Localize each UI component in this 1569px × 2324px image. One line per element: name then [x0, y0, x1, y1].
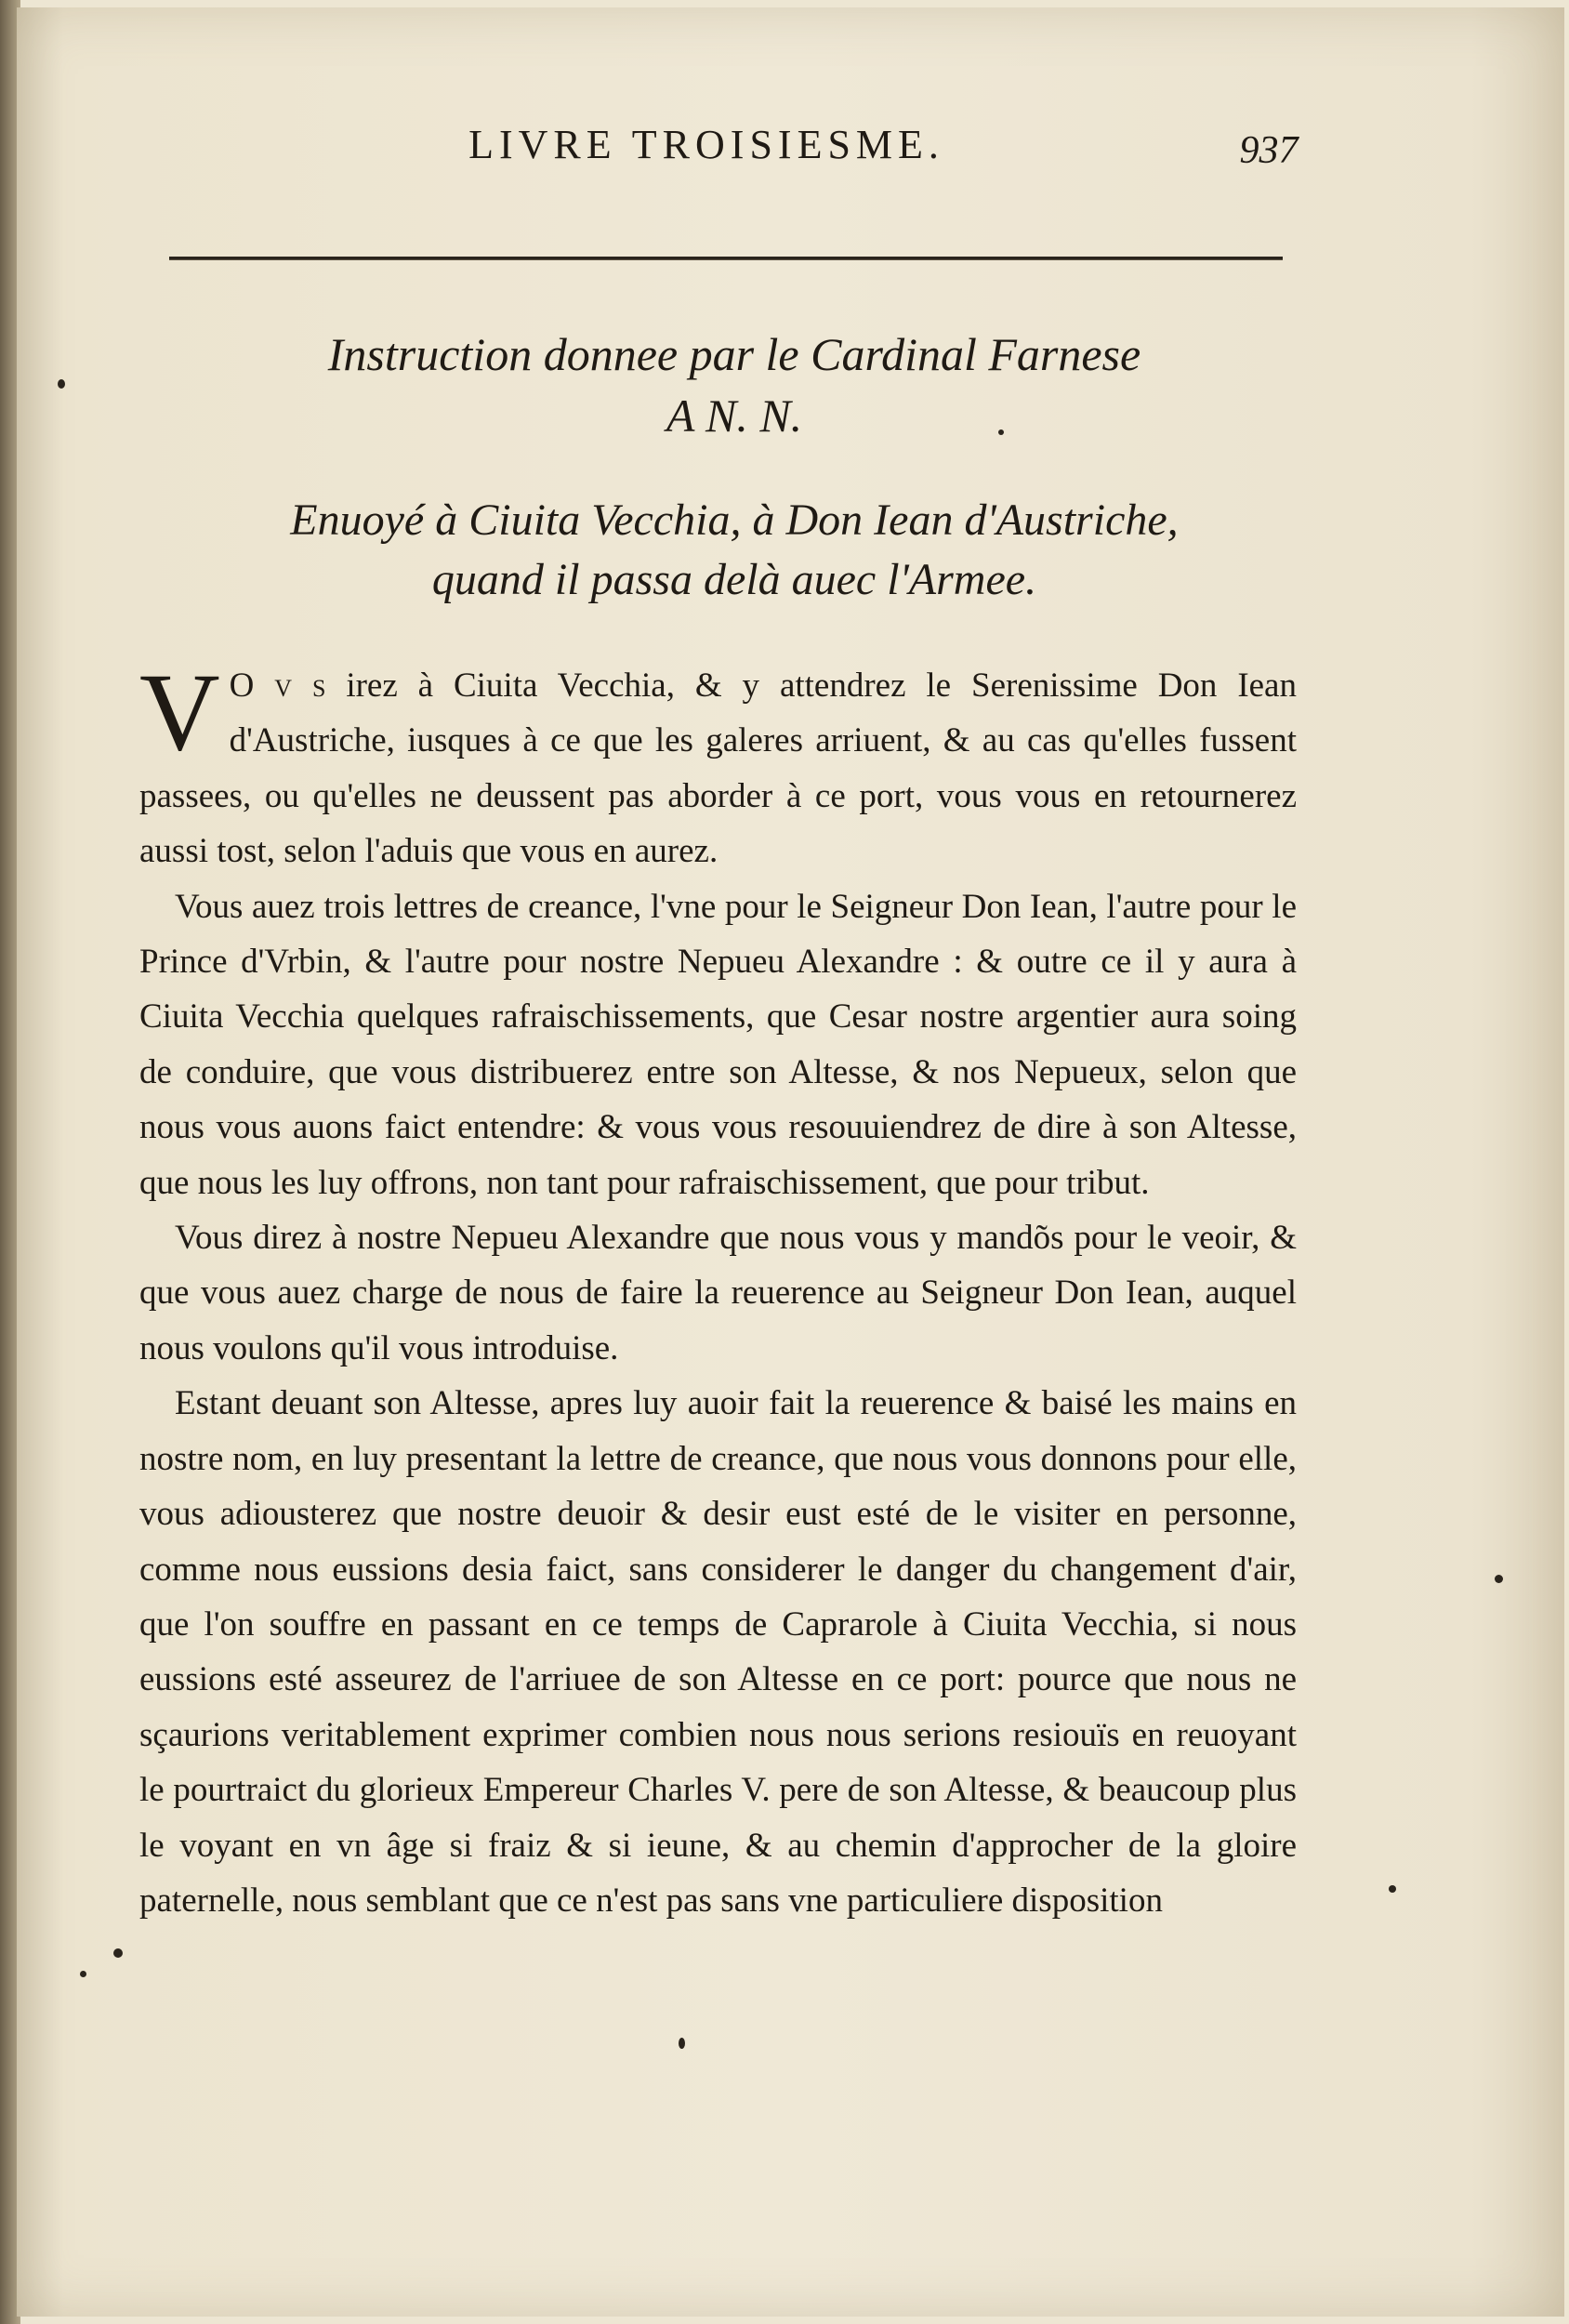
- body-text: [139, 650, 1297, 1928]
- section-title-line-2: A N. N.: [666, 390, 803, 442]
- section-subtitle-line-1: Enuoyé à Ciuita Vecchia, à Don Iean d'Austriche,: [290, 495, 1179, 545]
- drop-cap: V: [139, 650, 220, 773]
- paragraph-1: [139, 650, 1297, 879]
- paragraph-1-text: irez à Ciuita Vecchia, & y attendrez le Serenissime Don Iean d'Austriche, iusques à ce que les galeres arriuent, & au cas qu'elles fussent passees, ou qu'elles ne deussent pas aborder à ce port, vous vous en retournerez aussi tost, selon l'aduis que vous en aurez.: [139, 667, 1297, 871]
- section-subtitle-line-2: quand il passa delà auec l'Armee.: [431, 555, 1037, 604]
- ink-speck: [58, 379, 65, 389]
- ink-speck: [1389, 1885, 1396, 1893]
- ink-speck: [80, 1971, 86, 1977]
- opening-small-caps: O v s: [229, 667, 326, 705]
- header-rule: [169, 257, 1283, 260]
- ink-speck: [113, 1948, 123, 1958]
- section-title-line-1: Instruction donnee par le Cardinal Farnese: [327, 328, 1141, 380]
- page-number: 937: [1239, 129, 1299, 172]
- ink-speck: [998, 429, 1004, 435]
- ink-speck: [1495, 1575, 1503, 1583]
- running-title: LIVRE TROISIESME.: [468, 122, 944, 167]
- paragraph-2: Vous auez trois lettres de creance, l'vne pour le Seigneur Don Iean, l'autre pour le Prince d'Vrbin, & l'autre pour nostre Nepueu Alexandre : & outre ce il y aura à Ciuita Vecchia quelques rafraischissements, que Cesar nostre argentier aura soing de conduire, que vous distribuerez entre son Altesse, & nos Nepueux, selon que nous vous auons faict entendre: & vous vous resouuiendrez de dire à son Altesse, que nous les luy offrons, non tant pour rafraischissement, que pour tribut.: [139, 887, 1297, 1202]
- paragraph-4: Estant deuant son Altesse, apres luy auoir fait la reuerence & baisé les mains en nostre nom, en luy presentant la lettre de creance, que nous vous donnons pour elle, vous adiousterez que nostre deuoir & desir eust esté de le visiter en personne, comme nous eussions desia faict, sans considerer le danger du changement d'air, que l'on souffre en passant en ce temps de Caprarole à Ciuita Vecchia, si nous eussions esté asseurez de l'arriuee de son Altesse en ce port: pource que nous ne sçaurions veritablement exprimer combien nous nous serions resiouïs en reuoyant le pourtraict du glorieux Empereur Charles V. pere de son Altesse, & beaucoup plus le voyant en vn âge si fraiz & si ieune, & au chemin d'approcher de la gloire paternelle, nous semblant que ce n'est pas sans vne particuliere disposition: [139, 1384, 1297, 1920]
- ink-speck: [679, 2038, 685, 2049]
- paragraph-3: Vous direz à nostre Nepueu Alexandre que nous vous y mandõs pour le veoir, & que vous auez charge de nous de faire la reuerence au Seigneur Don Iean, auquel nous voulons qu'il vous introduise.: [139, 1219, 1297, 1367]
